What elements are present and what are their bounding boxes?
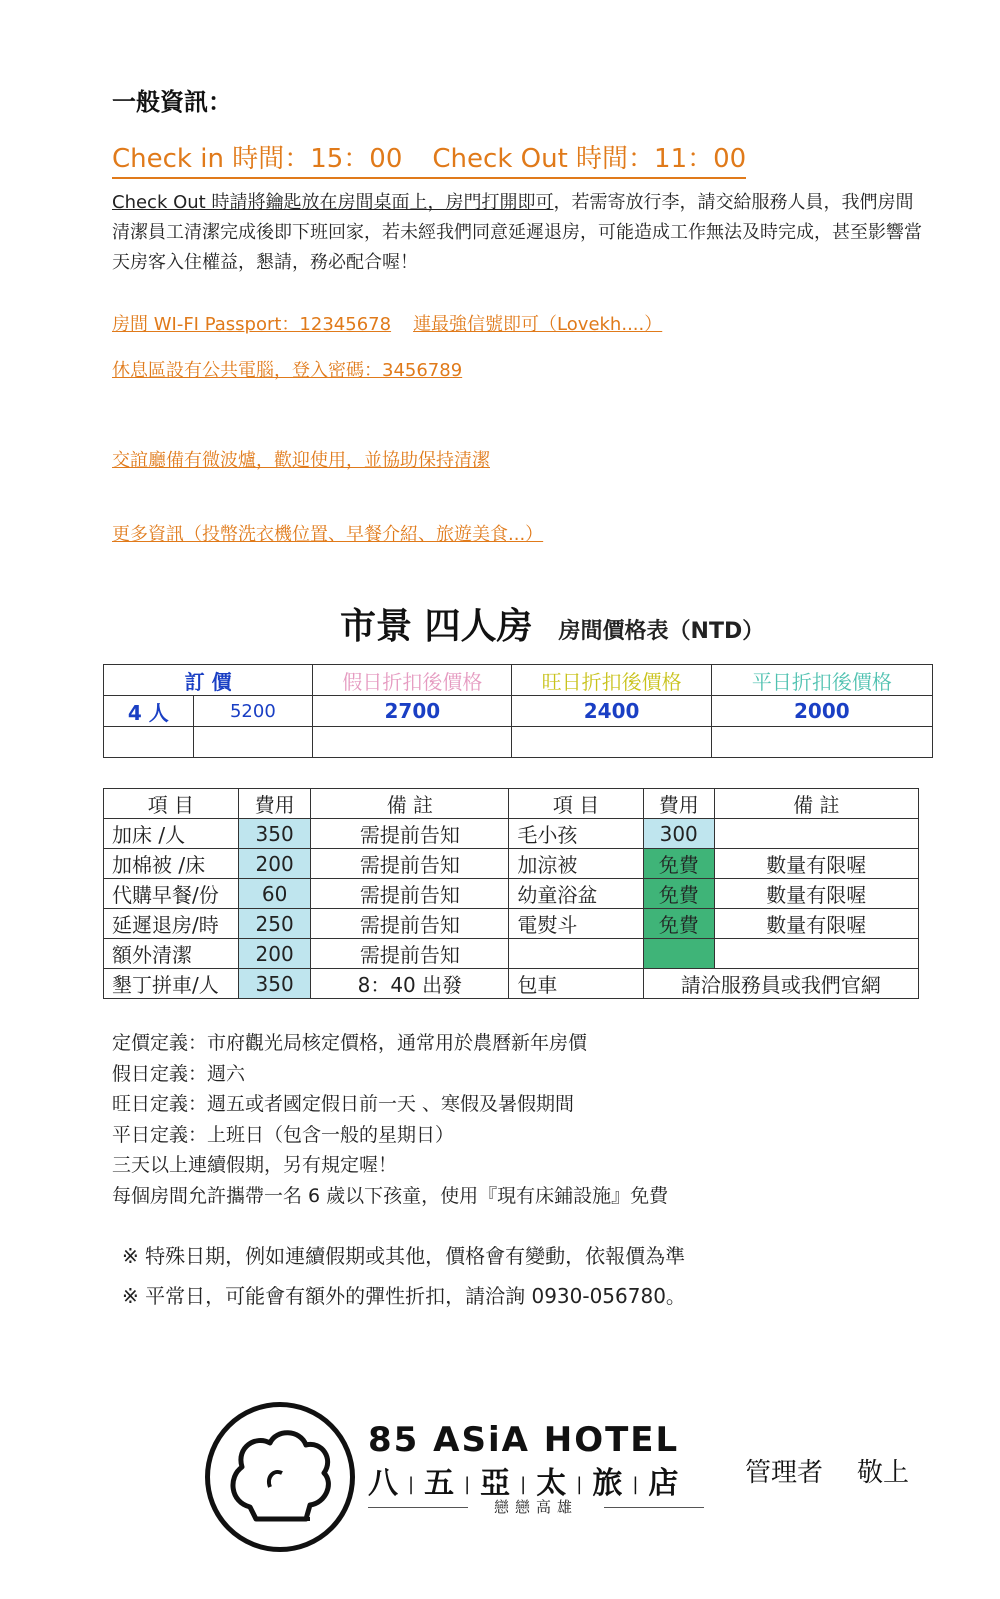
signature: 管理者 敬上 xyxy=(745,1458,910,1488)
section-heading: 一般資訊： xyxy=(112,88,232,116)
table-row: 加棉被 /床 200 需提前告知 加涼被 免費 數量有限喔 xyxy=(104,849,919,879)
price-empty-row xyxy=(104,727,933,758)
wifi-password: 房間 WI-FI Passport：12345678 xyxy=(112,314,392,335)
list-item: 平日定義：上班日（包含一般的星期日） xyxy=(112,1123,455,1146)
checkin-checkout-times xyxy=(112,138,746,179)
peak-price: 2400 xyxy=(512,696,711,727)
list-item: 旺日定義：週五或者國定假日前一天 、寒假及暑假期間 xyxy=(112,1093,575,1115)
note-header: 備 註 xyxy=(311,789,509,819)
table-row: 墾丁拼車/人 350 8：40 出發 包車 請洽服務員或我們官網 xyxy=(104,969,919,999)
price-header-row xyxy=(104,665,933,696)
price-row xyxy=(104,696,933,727)
holiday-price: 2700 xyxy=(313,696,512,727)
list-item: 每個房間允許攜帶一名 6 歲以下孩童，使用『現有床鋪設施』免費 xyxy=(112,1184,669,1207)
fee-header: 費用 xyxy=(238,789,311,819)
list-item: 定價定義：市府觀光局核定價格，通常用於農曆新年房價 xyxy=(112,1032,588,1054)
notes xyxy=(122,1236,686,1316)
list-item: ※ 特殊日期，例如連續假期或其他，價格會有變動，依報價為準 xyxy=(122,1244,686,1268)
computer-info: 休息區設有公共電腦，登入密碼：3456789 xyxy=(112,360,463,381)
guest-count: 4 人 xyxy=(104,696,194,727)
table-row: 加床 /人 350 需提前告知 毛小孩 300 xyxy=(104,819,919,849)
room-title xyxy=(340,598,764,649)
list-item: ※ 平常日，可能會有額外的彈性折扣，請洽詢 0930-056780。 xyxy=(122,1284,686,1308)
brand-name-en: 85 ASiA HOTEL xyxy=(368,1420,680,1460)
weekday-price: 2000 xyxy=(711,696,932,727)
fee-table xyxy=(103,788,919,999)
note-header: 備 註 xyxy=(714,789,918,819)
microwave-info: 交誼廳備有微波爐，歡迎使用，並協助保持清潔 xyxy=(112,450,490,471)
checkout-time: Check Out 時間：11：00 xyxy=(432,144,747,174)
price-table xyxy=(103,664,933,758)
price-table-caption: 房間價格表（NTD） xyxy=(558,619,765,644)
hotel-logo-icon xyxy=(205,1402,355,1552)
table-row: 額外清潔 200 需提前告知 xyxy=(104,939,919,969)
list-item: 假日定義：週六 xyxy=(112,1062,246,1085)
item-header: 項 目 xyxy=(509,789,643,819)
checkout-rest-note: ，若需寄放行李，請交給服務人員，我們房間清潔員工清潔完成後即下班回家，若未經我們同意延遲退房，可能造成工作無法及時完成，甚至影響當天房客入住權益，懇請，務必配合喔！ xyxy=(112,192,922,273)
item-header: 項 目 xyxy=(104,789,239,819)
chef-hat-icon xyxy=(210,1407,350,1547)
checkin-time: Check in 時間：15：00 xyxy=(112,144,403,174)
fee-header: 費用 xyxy=(643,789,714,819)
table-row: 代購早餐/份 60 需提前告知 幼童浴盆 免費 數量有限喔 xyxy=(104,879,919,909)
room-name: 市景 四人房 xyxy=(340,606,533,647)
fee-header-row xyxy=(104,789,919,819)
weekday-price-header: 平日折扣後價格 xyxy=(711,665,932,696)
table-row: 延遲退房/時 250 需提前告知 電熨斗 免費 數量有限喔 xyxy=(104,909,919,939)
checkout-key-note: Check Out 時請將鑰匙放在房間桌面上，房門打開即可 xyxy=(112,192,554,213)
peak-price-header: 旺日折扣後價格 xyxy=(512,665,711,696)
definitions xyxy=(112,1028,668,1211)
wifi-hint: 連最強信號即可（Lovekh....） xyxy=(413,314,663,335)
brand-tagline: 戀戀高雄 xyxy=(493,1498,578,1516)
brand-name-zh: 八 | 五 | 亞 | 太 | 旅 | 店 xyxy=(368,1466,679,1501)
list-item: 三天以上連續假期，另有規定喔！ xyxy=(112,1154,398,1176)
checkout-instructions xyxy=(112,188,927,278)
more-info: 更多資訊（投幣洗衣機位置、早餐介紹、旅遊美食...） xyxy=(112,524,544,545)
wifi-info xyxy=(112,310,662,336)
list-price: 5200 xyxy=(193,696,313,727)
holiday-price-header: 假日折扣後價格 xyxy=(313,665,512,696)
list-price-header: 訂 價 xyxy=(104,665,313,696)
